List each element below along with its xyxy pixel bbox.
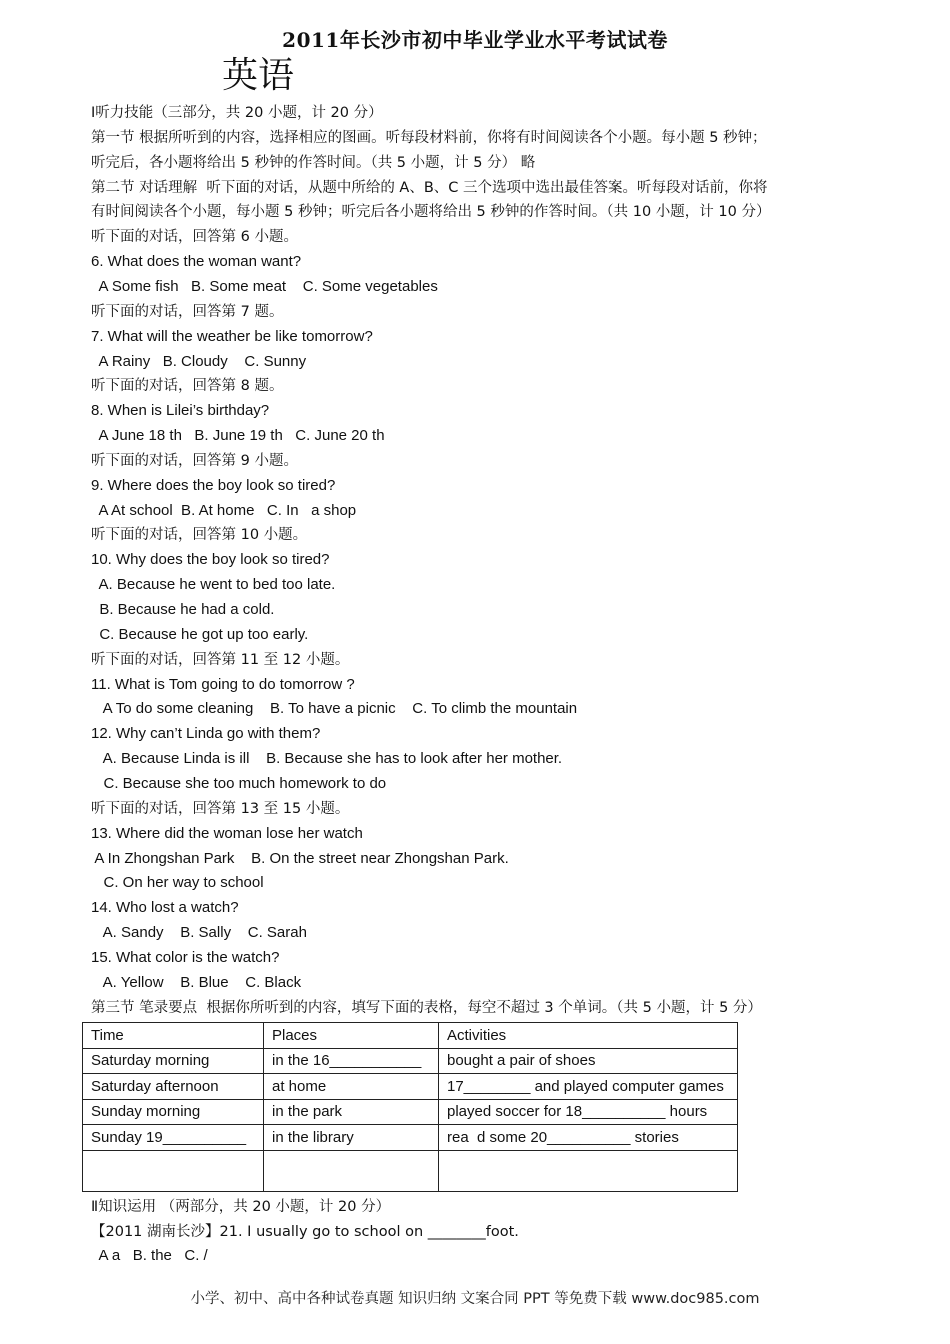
text-line: 11. What is Tom going to do tomorrow ?: [91, 675, 355, 693]
text-line: C. Because he got up too early.: [91, 625, 309, 643]
table-row: [83, 1125, 738, 1151]
text-line: C. Because she too much homework to do: [91, 774, 387, 792]
text-line: C. On her way to school: [91, 874, 264, 892]
text-line: A To do some cleaning B. To have a picnic C. To climb the mountain: [91, 700, 578, 718]
text-line: A. Sandy B. Sally C. Sarah: [91, 924, 307, 942]
table-row: [83, 1048, 738, 1074]
text-line: B. Because he had a cold.: [91, 601, 275, 618]
text-line: 听下面的对话，回答第 9 小题。: [91, 452, 298, 469]
table-cell: Activities: [439, 1023, 738, 1049]
table-cell: Saturday afternoon: [83, 1074, 264, 1100]
text-line: A In Zhongshan Park B. On the street near Zhongshan Park.: [91, 849, 509, 867]
table-cell: [439, 1150, 738, 1191]
text-line: 有时间阅读各个小题，每小题 5 秒钟；听完后各小题将给出 5 秒钟的作答时间。（共 10 小题，计 10 分）: [91, 204, 771, 221]
table-cell: in the 16___________: [264, 1048, 439, 1074]
text-line: A At school B. At home C. In a shop: [91, 501, 357, 519]
text-line: 第一节 根据所听到的内容，选择相应的图画。听每段材料前，你将有时间阅读各个小题。每小题 5 秒钟；: [91, 129, 767, 146]
table-row: [83, 1099, 738, 1125]
text-line: Ⅰ听力技能（三部分，共 20 小题，计 20 分）: [91, 105, 383, 121]
table-cell: 17________ and played computer games: [439, 1074, 738, 1100]
text-line: 6. What does the woman want?: [91, 253, 302, 271]
text-line: A a B. the C. /: [91, 1247, 208, 1264]
table-cell: Sunday 19__________: [83, 1125, 264, 1151]
text-line: 第三节 笔录要点 根据你所听到的内容，填写下面的表格，每空不超过 3 个单词。（共 5 小题，计 5 分）: [91, 999, 762, 1016]
text-line: Ⅱ知识运用 （两部分，共 20 小题，计 20 分）: [91, 1199, 391, 1215]
text-line: 9. Where does the boy look so tired?: [91, 476, 336, 494]
table-row: [83, 1074, 738, 1100]
text-line: 13. Where did the woman lose her watch: [91, 824, 363, 842]
table-cell: Saturday morning: [83, 1048, 264, 1074]
text-line: A Rainy B. Cloudy C. Sunny: [91, 352, 307, 370]
table-cell: Sunday morning: [83, 1099, 264, 1125]
text-line: A June 18 th B. June 19 th C. June 20 th: [91, 427, 385, 445]
table-cell: in the park: [264, 1099, 439, 1125]
text-line: 10. Why does the boy look so tired?: [91, 551, 330, 569]
page-title: 2011年长沙市初中毕业学业水平考试试卷: [282, 28, 668, 52]
table-header-row: [83, 1023, 738, 1049]
text-line: 7. What will the weather be like tomorrow?: [91, 327, 373, 345]
text-line: A Some fish B. Some meat C. Some vegetables: [91, 277, 438, 295]
table-cell: [83, 1150, 264, 1191]
text-line: 【2011 湖南长沙】21. I usually go to school on ________foot.: [91, 1224, 519, 1240]
footer-text: 小学、初中、高中各种试卷真题 知识归纳 文案合同 PPT 等免费下载 www.doc985.com: [190, 1291, 760, 1307]
text-line: 8. When is Lilei’s birthday?: [91, 402, 270, 420]
table-cell: at home: [264, 1074, 439, 1100]
table-cell: rea d some 20__________ stories: [439, 1125, 738, 1151]
text-line: A. Yellow B. Blue C. Black: [91, 973, 302, 991]
table-cell: played soccer for 18__________ hours: [439, 1099, 738, 1125]
subject-heading: 英语: [222, 55, 295, 96]
text-line: 听下面的对话，回答第 6 小题。: [91, 229, 298, 246]
table-cell: bought a pair of shoes: [439, 1048, 738, 1074]
table-cell: [264, 1150, 439, 1191]
text-line: 听完后，各小题将给出 5 秒钟的作答时间。（共 5 小题，计 5 分） 略: [91, 154, 536, 171]
text-line: 听下面的对话，回答第 13 至 15 小题。: [91, 800, 350, 817]
text-line: A. Because he went to bed too late.: [91, 576, 336, 594]
text-line: 听下面的对话，回答第 11 至 12 小题。: [91, 651, 350, 668]
table-cell: Time: [83, 1023, 264, 1049]
table-cell: Places: [264, 1023, 439, 1049]
table-row: [83, 1150, 738, 1191]
text-line: 15. What color is the watch?: [91, 948, 280, 966]
text-line: 第二节 对话理解 听下面的对话，从题中所给的 A、B、C 三个选项中选出最佳答案。听每段对话前，你将: [91, 179, 768, 196]
text-line: 听下面的对话，回答第 10 小题。: [91, 527, 308, 544]
text-line: 听下面的对话，回答第 7 题。: [91, 303, 284, 320]
text-line: 14. Who lost a watch?: [91, 899, 239, 917]
text-line: 听下面的对话，回答第 8 题。: [91, 378, 284, 395]
table-cell: in the library: [264, 1125, 439, 1151]
text-line: A. Because Linda is ill B. Because she has to look after her mother.: [91, 750, 563, 768]
notes-table: [82, 1022, 738, 1192]
text-line: 12. Why can’t Linda go with them?: [91, 725, 321, 743]
